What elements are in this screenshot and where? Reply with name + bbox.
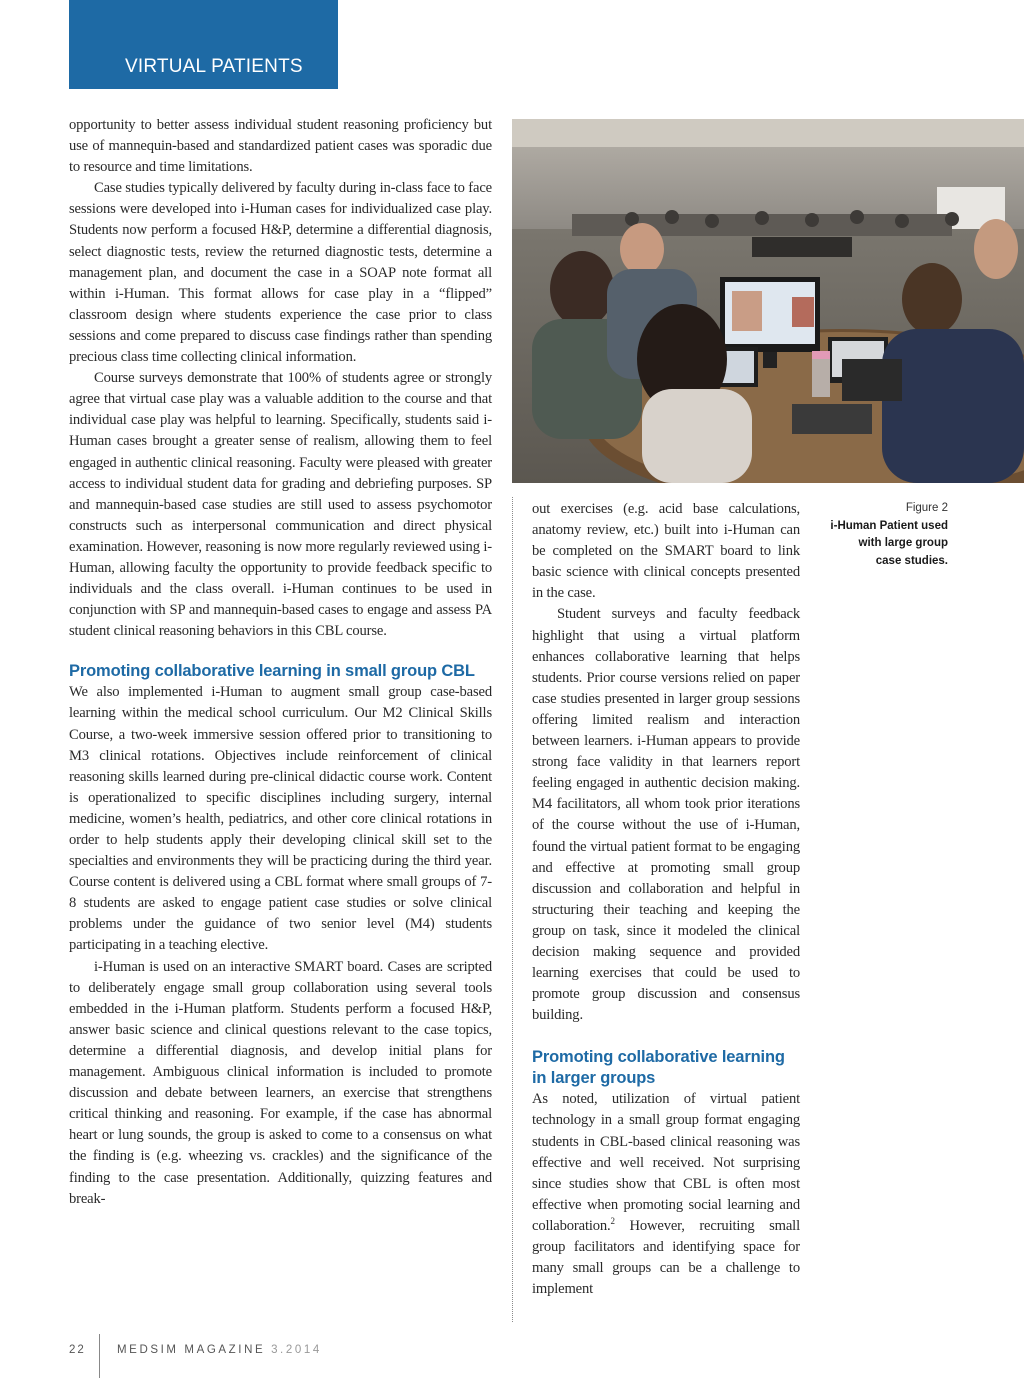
paragraph: i-Human is used on an interactive SMART board. Cases are scripted to deliberately engage small group collaboration using several tools embedded in the i-Human platform. Students perform a focused H&P, answer basic science and clinical questions relevant to the case topics, determine a differential diagnosis, and develop initial plans for management. Ambiguous clinical information is included to promote discussion and debate between learners, an exercise that strengthens critical thinking and reasoning. For example, if the case has abnormal heart or lung sounds, the group is asked to come to a consensus on what the finding is (e.g. wheezing vs. crackles) and the significance of the finding to the case presentation. Additionally, quizzing features and break- [69, 958, 492, 1207]
footer-divider [99, 1334, 100, 1378]
magazine-title [117, 1344, 322, 1356]
issue-label: 3.2014 [271, 1344, 322, 1356]
section-tab [69, 0, 338, 89]
column-divider [512, 497, 513, 1322]
section-heading: Promoting collaborative learning in small group CBL [69, 662, 475, 681]
paragraph [532, 1089, 800, 1300]
figure-label: Figure 2 [905, 502, 948, 514]
figure-photo [512, 119, 1024, 483]
paragraph: Course surveys demonstrate that 100% of students agree or strongly agree that virtual case play was a valuable addition to the course and that individual case play was helpful to learning. Specifically, students said i-Human cases brought a greater sense of realism, allowing them to feel engaged in authentic clinical reasoning. Faculty were pleased with greater access to individual student data for grading and debriefing purposes. SP and mannequin-based case studies are still used to assess psychomotor constructs such as interpersonal communication and direct physical examination. However, reasoning is now more regularly reviewed using i-Human, allowing faculty the opportunity to provide feedback specific to individuals and the class overall. i-Human continues to be used in conjunction with SP and mannequin-based cases to engage and assess PA student clinical reasoning behaviors in this CBL course. [69, 370, 492, 640]
magazine-name: MEDSIM MAGAZINE [117, 1344, 266, 1356]
middle-column [532, 499, 800, 1300]
section-label: VIRTUAL PATIENTS [125, 56, 303, 77]
paragraph: opportunity to better assess individual student reasoning proficiency but use of mannequin-based and standardized patient cases was sporadic due to resource and time limitations. [69, 117, 492, 176]
classroom-photo-illustration [512, 119, 1024, 483]
page-footer [69, 1334, 469, 1378]
paragraph-text: However, recruiting small group facilitators and identifying space for many small groups can be a challenge to implement [532, 1217, 800, 1298]
paragraph: Case studies typically delivered by faculty during in-class face to face sessions were developed into i-Human cases for individualized case play. Students now perform a focused H&P, determine a differential diagnosis, select diagnostic tests, review the returned diagnostic tests, determine a management plan, and document the case in a SOAP note format all within i-Human. This format allows for case play in a “flipped” classroom design where students experience the case prior to class sessions and come prepared to discuss case findings rather than spending precious class time collecting clinical information. [69, 180, 492, 366]
left-column [69, 115, 492, 1210]
reference-marker: 2 [610, 1216, 615, 1227]
paragraph: We also implemented i-Human to augment small group case-based learning within the medical school curriculum. Our M2 Clinical Skills Course, a two-week immersive session offered prior to transitioning to M3 clinical rotations. Objectives include reinforcement of clinical reasoning skills learned during pre-clinical didactic course work. Content is operationalized to specific disciplines including surgery, internal medicine, women’s health, pediatrics, and other core clinical rotations in order to help students apply their developing clinical skill set to the specialties and environments they will be practicing during the third year. Course content is delivered using a CBL format where small groups of 7-8 students are asked to engage patient case studies or solve clinical problems under the guidance of two senior level (M4) students participating in a teaching elective. [69, 684, 492, 954]
figure-caption [830, 500, 948, 570]
section-heading: Promoting collaborative learning in larger groups [532, 1048, 785, 1088]
paragraph: out exercises (e.g. acid base calculations, anatomy review, etc.) built into i-Human can be completed on the SMART board to link basic science with clinical concepts presented in the case. [532, 501, 800, 602]
paragraph: Student surveys and faculty feedback highlight that using a virtual platform enhances collaborative learning that helps students. Prior course versions relied on paper case studies presented in larger group sessions offering limited realism and interaction between learners. i-Human appears to provide strong face validity in that learners report feeling engaged in authentic decision making. M4 facilitators, all whom took prior iterations of the course without the use of i-Human, found the virtual patient format to be engaging and effective at promoting small group discussion and collaboration and helpful in structuring their teaching and keeping the group on task, since it modeled the clinical decision making sequence and provided learning exercises that could be used to promote group discussion and consensus building. [532, 606, 800, 1024]
paragraph-text: As noted, utilization of virtual patient technology in a small group format engaging students in CBL-based clinical reasoning was effective and well received. Not surprising since studies show that CBL is often most effective when promoting social learning and collaboration. [532, 1091, 800, 1234]
caption-text: i-Human Patient used with large group case studies. [830, 519, 948, 567]
page-number: 22 [69, 1344, 86, 1356]
